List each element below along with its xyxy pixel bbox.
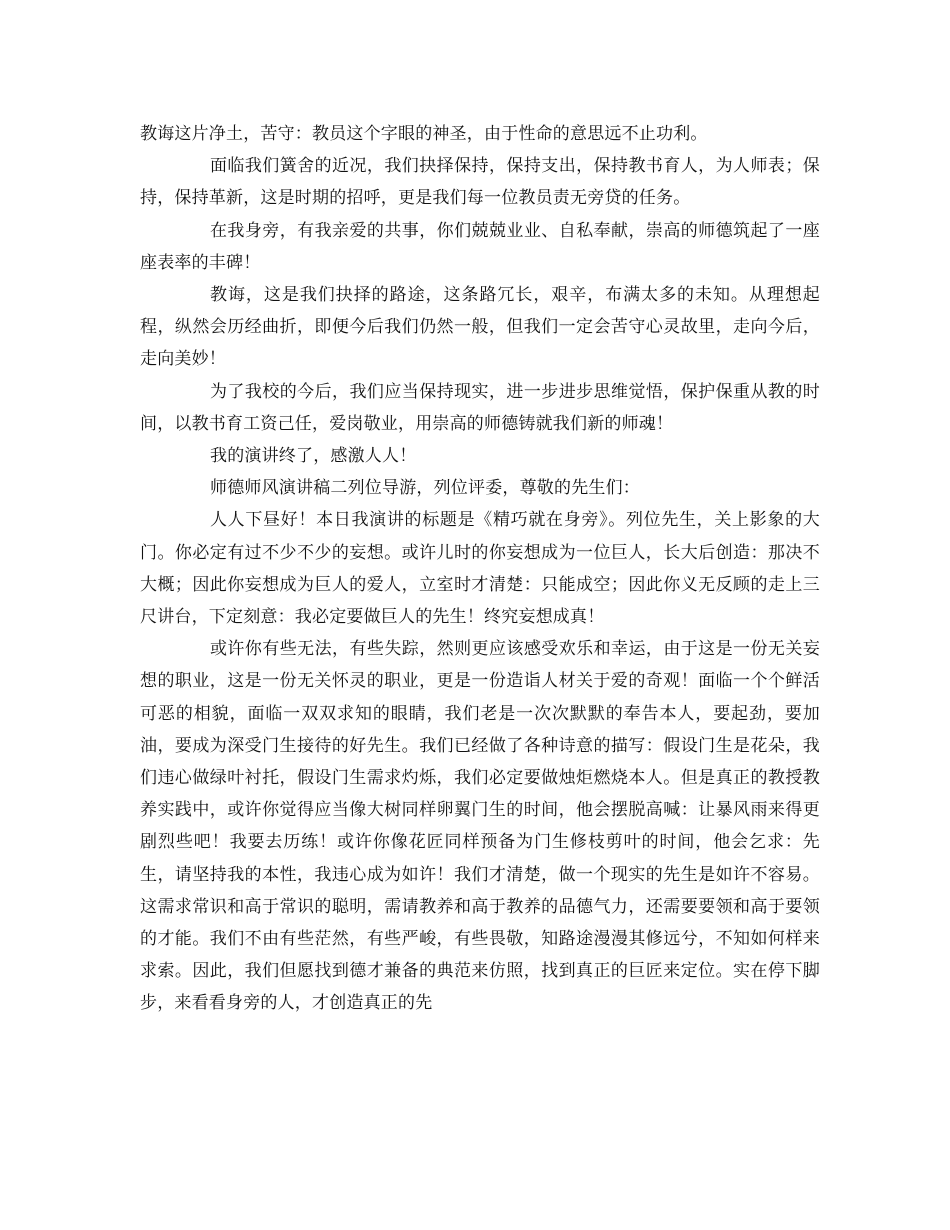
paragraph: 为了我校的今后，我们应当保持现实，进一步进步思维觉悟，保护保重从教的时间，以教书育工资己任，爱岗敬业，用崇高的师德铸就我们新的师魂！: [140, 381, 820, 434]
paragraph: 人人下昼好！本日我演讲的标题是《精巧就在身旁》。列位先生，关上影象的大门。你必定有过不少不少的妄想。或许儿时的你妄想成为一位巨人，长大后创造：那决不大概；因此你妄想成为巨人的爱人，立室时才清楚：只能成空；因此你义无反顾的走上三尺讲台，下定刻意：我必定要做巨人的先生！终究妄想成真！: [140, 510, 820, 628]
paragraph: 教诲，这是我们抉择的路途，这条路冗长，艰辛，布满太多的未知。从理想起程，纵然会历经曲折，即便今后我们仍然一般，但我们一定会苦守心灵故里，走向今后，走向美妙！: [140, 285, 820, 370]
document-body: [140, 118, 820, 1020]
paragraph: 教诲这片净土，苦守：教员这个字眼的神圣，由于性命的意思远不止功利。: [140, 124, 708, 144]
paragraph: 或许你有些无法，有些失踪，然则更应该感受欢乐和幸运，由于这是一份无关妄想的职业，这是一份无关怀灵的职业，更是一份造诣人材关于爱的奇观！面临一个个鲜活可恶的相貌，面临一双双求知的眼睛，我们老是一次次默默的奉告本人，要起劲，要加油，要成为深受门生接待的好先生。我们已经做了各种诗意的描写：假设门生是花朵，我们违心做绿叶衬托，假设门生需求灼烁，我们必定要做烛炬燃烧本人。但是真正的教授教养实践中，或许你觉得应当像大树同样卵翼门生的时间，他会摆脱高喊：让暴风雨来得更剧烈些吧！我要去历练！或许你像花匠同样预备为门生修枝剪叶的时间，他会乞求：先生，请坚持我的本性，我违心成为如许！我们才清楚，做一个现实的先生是如许不容易。这需求常识和高于常识的聪明，需请教养和高于教养的品德气力，还需要要领和高于要领的才能。我们不由有些茫然，有些严峻，有些畏敬，知路途漫漫其修远兮，不知如何样来求索。因此，我们但愿找到德才兼备的典范来仿照，找到真正的巨匠来定位。实在停下脚步，来看看身旁的人，才创造真正的先: [140, 639, 820, 1014]
paragraph: 面临我们簧舍的近况，我们抉择保持，保持支出，保持教书育人，为人师表；保持，保持革新，这是时期的招呼，更是我们每一位教员责无旁贷的任务。: [140, 156, 820, 209]
paragraph: 在我身旁，有我亲爱的共事，你们兢兢业业、自私奉献，崇高的师德筑起了一座座表率的丰碑！: [140, 220, 820, 273]
paragraph: 师德师风演讲稿二列位导游，列位评委，尊敬的先生们：: [210, 478, 640, 499]
paragraph: 我的演讲终了，感激人人！: [210, 446, 417, 467]
